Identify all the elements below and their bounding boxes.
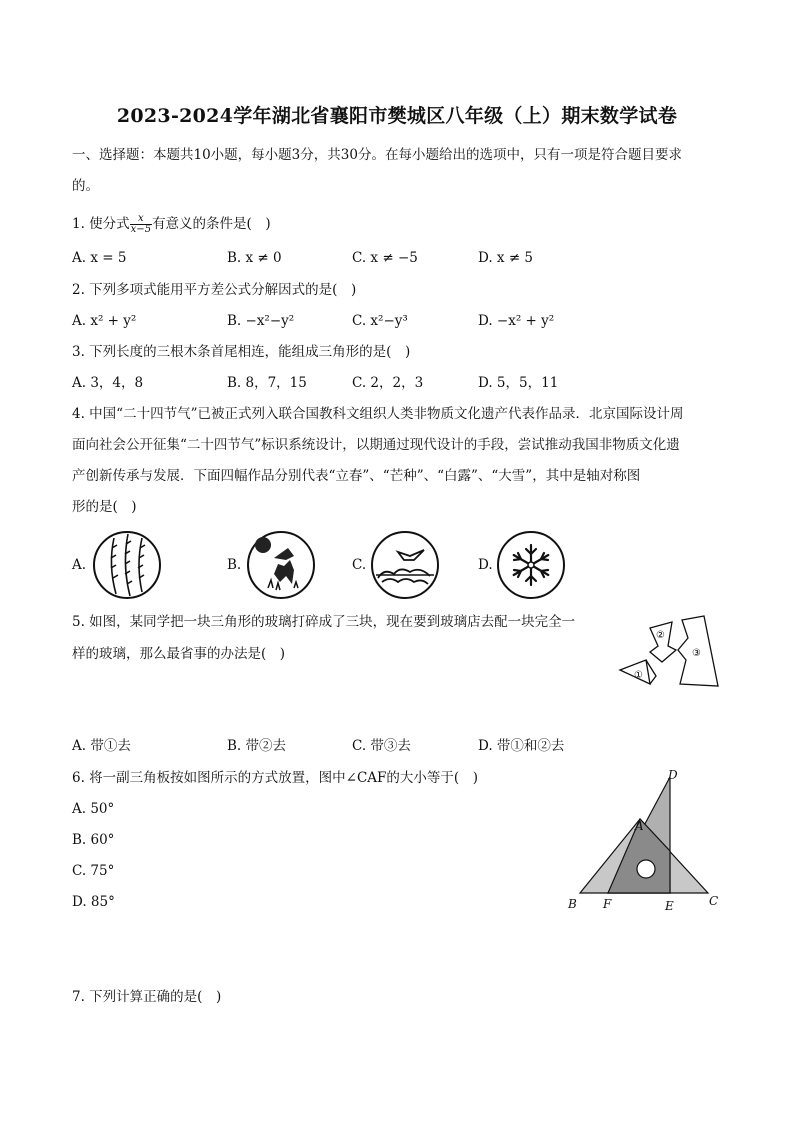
- point-label-e: E: [665, 899, 674, 913]
- q3-option-d: D. 5，5，11: [478, 375, 559, 391]
- glass-piece-2: [650, 622, 676, 662]
- question-5-line2: 样的玻璃，那么最省事的办法是( ): [72, 646, 286, 662]
- q3-option-c: C. 2，2，3: [352, 375, 424, 391]
- q4-label-a: A.: [72, 557, 87, 573]
- q2-option-a: A. x² + y²: [72, 313, 137, 329]
- q1-fraction-numerator: x: [138, 213, 144, 224]
- point-label-d: D: [668, 768, 678, 782]
- question-2-stem: 2. 下列多项式能用平方差公式分解因式的是( ): [72, 282, 357, 298]
- q1-option-a: A. x = 5: [72, 250, 127, 266]
- q1-option-c: C. x ≠ −5: [352, 250, 418, 266]
- q1-prefix: 1. 使分式: [72, 216, 130, 232]
- q5-option-a: A. 带①去: [72, 738, 131, 754]
- lichun-willow-icon: [92, 530, 162, 600]
- q4-label-b: B.: [227, 557, 242, 573]
- section-heading-line2: 的。: [72, 178, 99, 194]
- question-4-line4: 形的是( ): [72, 499, 137, 515]
- section-heading-line1: 一、选择题：本题共10小题，每小题3分，共30分。在每小题给出的选项中，只有一项是符合题目要求: [72, 147, 682, 163]
- q6-option-a: A. 50°: [72, 801, 115, 817]
- q1-fraction-denominator: x−5: [130, 224, 152, 235]
- mangzhong-icon: [246, 530, 316, 600]
- q1-suffix: 有意义的条件是( ): [152, 216, 271, 232]
- q6-option-c: C. 75°: [72, 863, 115, 879]
- question-3-stem: 3. 下列长度的三根木条首尾相连，能组成三角形的是( ): [72, 344, 411, 360]
- question-6-stem: 6. 将一副三角板按如图所示的方式放置，图中∠CAF的大小等于( ): [72, 770, 478, 786]
- broken-glass-figure: [610, 610, 725, 690]
- point-label-c: C: [709, 894, 719, 908]
- triangle-rulers-figure: [560, 765, 725, 915]
- piece-label-1: ①: [634, 670, 643, 681]
- q6-option-b: B. 60°: [72, 832, 115, 848]
- q5-option-c: C. 带③去: [352, 738, 411, 754]
- piece-label-3: ③: [692, 648, 701, 659]
- point-label-f: F: [603, 897, 612, 911]
- q5-option-b: B. 带②去: [227, 738, 287, 754]
- daxue-snowflake-icon: [496, 530, 566, 600]
- q2-option-c: C. x²−y³: [352, 313, 408, 329]
- point-label-b: B: [568, 897, 577, 911]
- bailu-bird-icon: [370, 530, 440, 600]
- q2-option-d: D. −x² + y²: [478, 313, 555, 329]
- q4-label-c: C.: [352, 557, 367, 573]
- q1-option-b: B. x ≠ 0: [227, 250, 282, 266]
- q1-fraction: [130, 214, 152, 235]
- question-5-line1: 5. 如图，某同学把一块三角形的玻璃打碎成了三块，现在要到玻璃店去配一块完全一: [72, 614, 576, 630]
- question-4-line3: 产创新传承与发展．下面四幅作品分别代表“立春”、“芒种”、“白露”、“大雪”，其中是轴对称图: [72, 468, 641, 484]
- q2-option-b: B. −x²−y²: [227, 313, 295, 329]
- q5-option-d: D. 带①和②去: [478, 738, 565, 754]
- question-4-line2: 面向社会公开征集“二十四节气”标识系统设计，以期通过现代设计的手段，尝试推动我国非物质文化遗: [72, 437, 680, 453]
- question-7-stem: 7. 下列计算正确的是( ): [72, 989, 222, 1005]
- q3-option-b: B. 8，7，15: [227, 375, 307, 391]
- q3-option-a: A. 3，4，8: [72, 375, 144, 391]
- question-4-line1: 4. 中国“二十四节气”已被正式列入联合国教科文组织人类非物质文化遗产代表作品录．北京国际设计周: [72, 406, 684, 422]
- q6-option-d: D. 85°: [72, 894, 115, 910]
- q1-option-d: D. x ≠ 5: [478, 250, 534, 266]
- question-1-stem: [72, 214, 271, 235]
- point-label-a: A: [635, 819, 644, 833]
- piece-label-2: ②: [656, 630, 665, 641]
- exam-title: 2023-2024学年湖北省襄阳市樊城区八年级（上）期末数学试卷: [116, 105, 678, 127]
- ruler-hole: [637, 860, 655, 878]
- q4-label-d: D.: [478, 557, 493, 573]
